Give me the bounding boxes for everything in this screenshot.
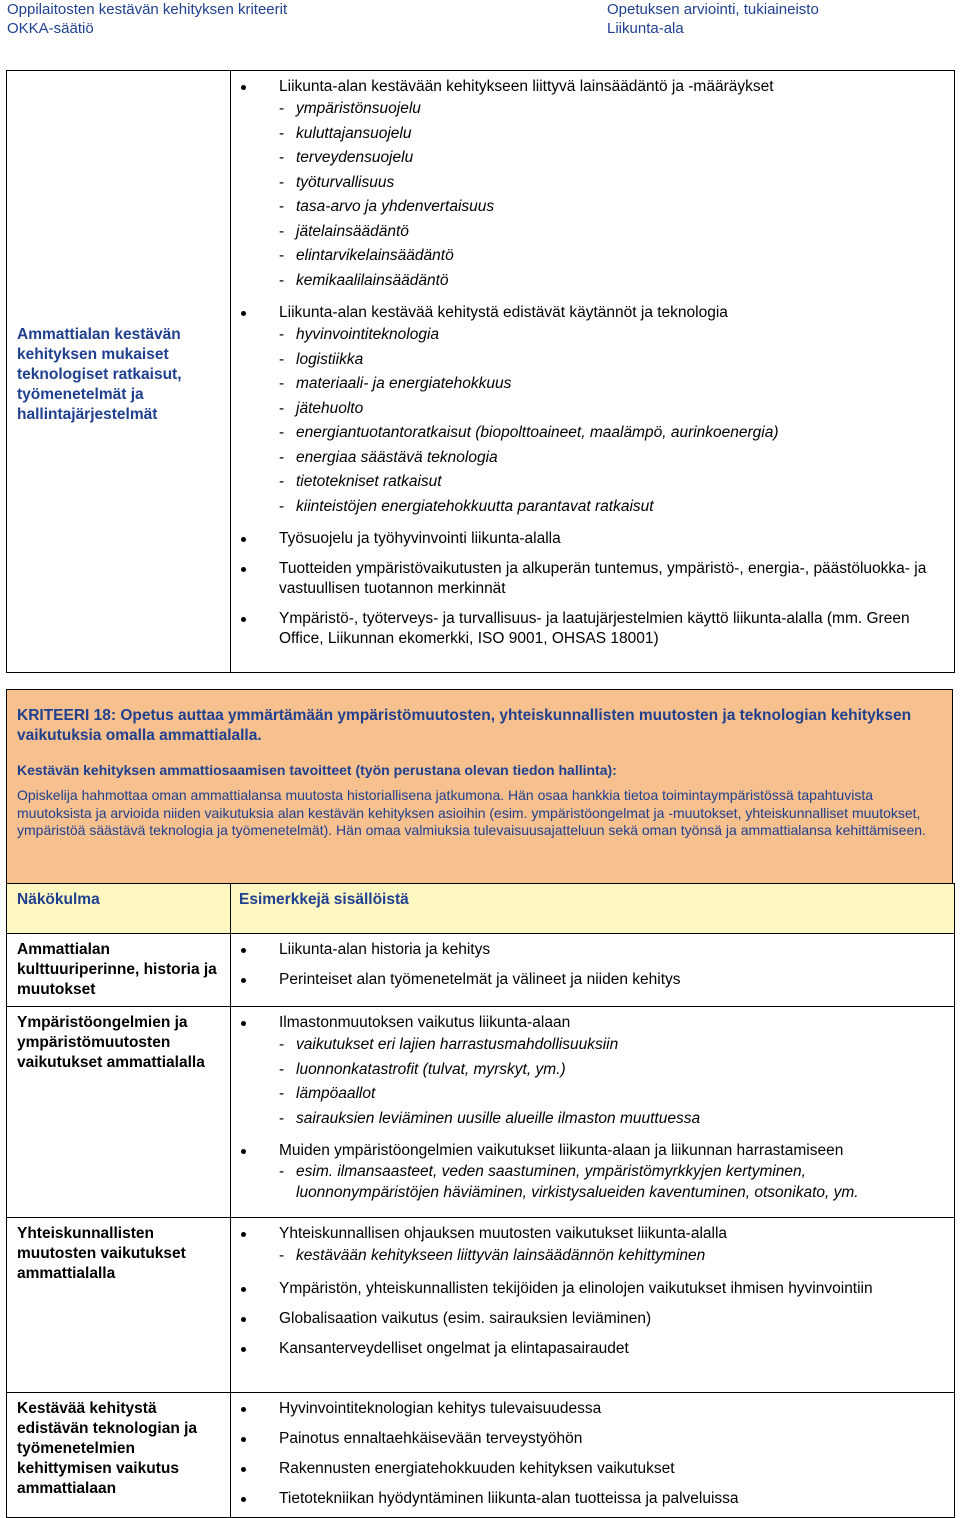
bullet-icon (241, 1437, 246, 1442)
sub-item: - luonnonkatastrofit (tulvat, myrskyt, ym.) (279, 1060, 566, 1078)
bullet-icon (241, 1149, 246, 1154)
sub-item: - hyvinvointiteknologia (279, 326, 440, 343)
list-item: Muiden ympäristöongelmien vaikutukset liikunta-alaan ja liikunnan harrastamiseen - esim. ilmansaasteet, veden saastuminen, ympäristömyrkkyjen kertyminen, luonnonympäristöjen häviäminen, virkistysalueiden kaventuminen, otsonikato, ym. (239, 1141, 946, 1203)
sub-item: - jätelainsäädäntö (279, 222, 409, 240)
sub-item: - kemikaalilainsäädäntö (279, 271, 449, 289)
content-list (239, 1224, 946, 1359)
sub-list (279, 1033, 946, 1131)
list-item: Ympäristö-, työterveys- ja turvallisuus- ja laatujärjestelmien käyttö liikunta-alalla (mm. Green Office, Liikunnan ekomerkki, ISO 9001, OHSAS 18001) (239, 609, 946, 649)
bullet-icon (241, 1021, 246, 1026)
sub-list (279, 323, 946, 519)
sub-item: - kestävään kehitykseen liittyvän lainsäädännön kehittyminen (279, 1247, 706, 1264)
table-row (7, 1393, 955, 1518)
list-item: Hyvinvointiteknologian kehitys tulevaisuudessa (239, 1399, 946, 1419)
content-list (239, 77, 946, 649)
sub-item: - jätehuolto (279, 399, 364, 417)
bullet-icon (241, 1407, 246, 1412)
bullet-icon (241, 1467, 246, 1472)
column-header-perspective: Näkökulma (7, 884, 231, 934)
sub-item: - tasa-arvo ja yhdenvertaisuus (279, 198, 495, 215)
sub-item: - ympäristönsuojelu (279, 100, 421, 117)
row-content (231, 71, 955, 673)
sub-item: - lämpöaallot (279, 1085, 376, 1102)
row-content (231, 1393, 955, 1518)
bullet-icon (241, 1347, 246, 1352)
sub-item: - logistiikka (279, 350, 364, 368)
bullet-icon (241, 85, 246, 90)
sub-list (279, 1161, 946, 1203)
row-label: Kestävää kehitystä edistävän teknologian ja työmenetelmien kehittymisen vaikutus ammattialaan (7, 1393, 231, 1518)
sub-item: - sairauksien leviäminen uusille alueille ilmaston muuttuessa (279, 1109, 701, 1127)
sub-item: - vaikutukset eri lajien harrastusmahdollisuuksiin (279, 1036, 619, 1053)
content-list (239, 1013, 946, 1203)
list-item: Liikunta-alan kestävää kehitystä edistävät käytännöt ja teknologia - hyvinvointiteknologia - logistiikka - materiaali- ja energiatehokkuus - jätehuolto - energiantuotantoratkaisut (biopolttoaineet, maalämpö, aurinkoenergia) - energiaa säästävä teknologia - tietotekniset ratkaisut - kiinteistöjen energiatehokkuutta parantavat ratkaisut (239, 303, 946, 519)
list-item: Painotus ennaltaehkäisevään terveystyöhön (239, 1429, 946, 1449)
bullet-icon (241, 567, 246, 572)
bullet-icon (241, 1232, 246, 1237)
sub-item: - tietotekniset ratkaisut (279, 473, 442, 490)
page-header (7, 0, 953, 40)
list-item: Tietotekniikan hyödyntäminen liikunta-alan tuotteissa ja palveluissa (239, 1489, 946, 1509)
list-item: Ympäristön, yhteiskunnallisten tekijöiden ja elinolojen vaikutukset ihmisen hyvinvointiin (239, 1279, 946, 1299)
bullet-icon (241, 1317, 246, 1322)
content-list (239, 940, 946, 990)
header-left (7, 0, 287, 38)
sub-item: - kiinteistöjen energiatehokkuutta parantavat ratkaisut (279, 497, 654, 515)
sub-list (279, 97, 946, 293)
bullet-icon (241, 311, 246, 316)
sub-item: - terveydensuojelu (279, 149, 414, 166)
list-item: Liikunta-alan kestävään kehitykseen liittyvä lainsäädäntö ja -määräykset - ympäristönsuojelu - kuluttajansuojelu - terveydensuojelu - työturvallisuus - tasa-arvo ja yhdenvertaisuus - jätelainsäädäntö - elintarvikelainsäädäntö - kemikaalilainsäädäntö (239, 77, 946, 293)
list-item: Tuotteiden ympäristövaikutusten ja alkuperän tuntemus, ympäristö-, energia-, päästöluokka- ja vastuullisen tuotannon merkinnät (239, 559, 946, 599)
criterion-title: KRITEERI 18: Opetus auttaa ymmärtämään ympäristömuutosten, yhteiskunnallisten muutosten ja teknologian kehityksen vaikutuksia omalla ammattialalla. (17, 707, 912, 744)
bullet-icon (241, 537, 246, 542)
row-content (231, 934, 955, 1007)
table-row (7, 71, 955, 673)
row-label: Ammattialan kulttuuriperinne, historia ja muutokset (7, 934, 231, 1007)
sub-item: - kuluttajansuojelu (279, 124, 412, 142)
header-field: Liikunta-ala (607, 20, 684, 37)
criterion-box (6, 689, 953, 884)
list-item: Rakennusten energiatehokkuuden kehityksen vaikutukset (239, 1459, 946, 1479)
table-row (7, 1218, 955, 1393)
column-header-examples: Esimerkkejä sisällöistä (231, 884, 955, 934)
bullet-icon (241, 617, 246, 622)
header-doc-title: Oppilaitosten kestävän kehityksen kriteerit (7, 1, 288, 18)
list-item: Kansanterveydelliset ongelmat ja elintapasairaudet (239, 1339, 946, 1359)
header-section: Opetuksen arviointi, tukiaineisto (607, 1, 819, 18)
table-row (7, 1007, 955, 1218)
row-content (231, 1007, 955, 1218)
list-item: Ilmastonmuutoksen vaikutus liikunta-alaan - vaikutukset eri lajien harrastusmahdollisuuksiin - luonnonkatastrofit (tulvat, myrskyt, ym.) - lämpöaallot - sairauksien leviäminen uusille alueille ilmaston muuttuessa (239, 1013, 946, 1131)
criteria-table-1 (6, 70, 955, 673)
sub-item: - energiantuotantoratkaisut (biopolttoaineet, maalämpö, aurinkoenergia) (279, 424, 779, 441)
content-list (239, 1399, 946, 1509)
goals-heading: Kestävän kehityksen ammattiosaamisen tavoitteet (työn perustana olevan tiedon hallinta): (17, 762, 617, 778)
sub-item: - elintarvikelainsäädäntö (279, 247, 454, 264)
sub-item: - energiaa säästävä teknologia (279, 448, 498, 466)
row-label: Ammattialan kestävän kehityksen mukaiset teknologiset ratkaisut, työmenetelmät ja hallintajärjestelmät (7, 71, 231, 673)
criteria-table-2 (6, 883, 955, 1518)
table-row (7, 934, 955, 1007)
list-item: Liikunta-alan historia ja kehitys (239, 940, 946, 960)
list-item: Globalisaation vaikutus (esim. sairauksien leviäminen) (239, 1309, 946, 1329)
goals-text: Opiskelija hahmottaa oman ammattialansa muutosta historiallisena jatkumona. Hän osaa hankkia tietoa toimintaympäristössä tapahtuvista muutoksista ja arvioida niiden vaikutuksia alan kestävän kehityksen asioihin (esim. ympäristöongelmat ja -muutokset, yhteiskunnalliset muutokset, ympäristöä säästävä teknologia ja työmenetelmät). Hän omaa valmiuksia tulevaisuusajatteluun sekä oman työnsä ja ammattialansa kehittämiseen. (17, 787, 926, 838)
bullet-icon (241, 1497, 246, 1502)
row-label: Ympäristöongelmien ja ympäristömuutosten vaikutukset ammattialalla (7, 1007, 231, 1218)
header-organization: OKKA-säätiö (7, 20, 94, 37)
header-right (607, 0, 819, 38)
sub-item: - työturvallisuus (279, 173, 395, 191)
list-item: Perinteiset alan työmenetelmät ja välineet ja niiden kehitys (239, 970, 946, 990)
row-content (231, 1218, 955, 1393)
sub-item: - materiaali- ja energiatehokkuus (279, 375, 512, 392)
sub-list (279, 1244, 946, 1269)
list-item: Yhteiskunnallisen ohjauksen muutosten vaikutukset liikunta-alalla - kestävään kehitykseen liittyvän lainsäädännön kehittyminen (239, 1224, 946, 1269)
bullet-icon (241, 948, 246, 953)
bullet-icon (241, 1287, 246, 1292)
row-label: Yhteiskunnallisten muutosten vaikutukset ammattialalla (7, 1218, 231, 1393)
list-item: Työsuojelu ja työhyvinvointi liikunta-alalla (239, 529, 946, 549)
bullet-icon (241, 978, 246, 983)
table-header-row (7, 884, 955, 934)
sub-item: - esim. ilmansaasteet, veden saastuminen, ympäristömyrkkyjen kertyminen, luonnonympäristöjen häviäminen, virkistysalueiden kaventuminen, otsonikato, ym. (279, 1163, 859, 1201)
